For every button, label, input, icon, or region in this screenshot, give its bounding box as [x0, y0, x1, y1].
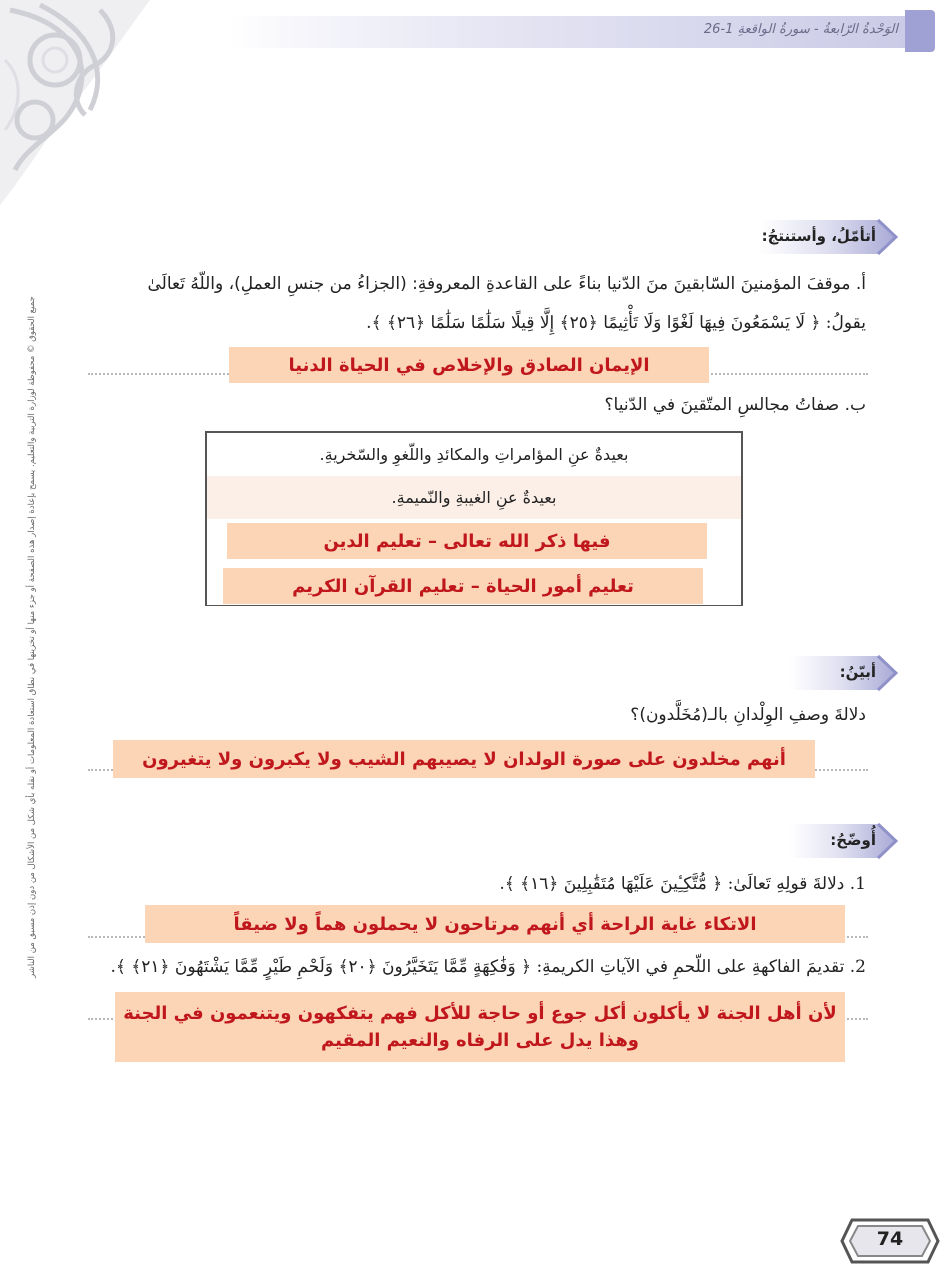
item-1: 1. دلالةَ قولِهِ تَعالَىٰ: ﴿ مُّتَّكِـِٔينَ عَلَيْهَا مُتَقَٰبِلِينَ ﴿١٦﴾ ﴾.	[499, 874, 866, 894]
page-number: 74	[876, 1228, 904, 1250]
section-tag-label: أبيّنُ:	[839, 663, 876, 681]
table-cell: بعيدةٌ عنِ المؤامراتِ والمكائدِ واللّغوِ والسّخريةِ.	[319, 445, 629, 464]
answer-a: الإيمان الصادق والإخلاص في الحياة الدنيا	[229, 347, 709, 383]
table-answer-1: فيها ذكر الله تعالى – تعليم الدين	[227, 523, 707, 559]
answer-2-line2: وهذا يدل على الرفاه والنعيم المقيم	[321, 1030, 639, 1051]
item-a-line2: يقولُ: ﴿ لَا يَسْمَعُونَ فِيهَا لَغْوًا وَلَا تَأْثِيمًا ﴿٢٥﴾ إِلَّا قِيلًا سَلَٰمًا سَلَٰمًا ﴿٢٦﴾ ﴾.	[366, 313, 866, 333]
table-row	[207, 433, 741, 477]
question-wildan: دلالةَ وصفِ الوِلْدانِ بالـ(مُخَلَّدون)؟	[630, 705, 866, 725]
corner-ornament	[0, 0, 150, 205]
section-tag-label: أُوضّحُ:	[830, 831, 876, 849]
item-a-line1: أ. موقفَ المؤمنينَ السّابقينَ منَ الدّنيا بناءً على القاعدةِ المعروفةِ: (الجزاءُ من جنسِ العملِ)، واللّهُ تَعالَىٰ	[147, 274, 866, 294]
item-2: 2. تقديمَ الفاكهةِ على اللّحمِ في الآياتِ الكريمةِ: ﴿ وَفَٰكِهَةٍ مِّمَّا يَتَخَيَّرُونَ ﴿٢٠﴾ وَلَحْمِ طَيْرٍ مِّمَّا يَشْتَهُونَ ﴿٢١﴾ ﴾.	[110, 957, 866, 977]
table-answer-2: تعليم أمور الحياة – تعليم القرآن الكريم	[223, 568, 703, 604]
item-b: ب. صفاتُ مجالسِ المتّقينَ في الدّنيا؟	[604, 395, 866, 415]
section-tag-explain	[790, 654, 898, 692]
section-tag-label: أتأمّلُ، وأستنتجُ:	[761, 227, 876, 245]
answer-2-line1: لأن أهل الجنة لا يأكلون أكل جوع أو حاجة للأكل فهم يتفكهون ويتنعمون في الجنة	[123, 1003, 837, 1024]
header-cap	[905, 10, 935, 52]
answer-2	[115, 992, 845, 1062]
header-unit-title: الوَحْدةُ الرّابعةُ - سورةُ الواقعةِ 1-26	[703, 22, 898, 37]
table-cell: بعيدةٌ عنِ الغيبةِ والنّميمةِ.	[391, 488, 557, 507]
table-row	[207, 476, 741, 520]
section-tag-contemplate	[760, 218, 898, 256]
answer-wildan: أنهم مخلدون على صورة الولدان لا يصيبهم الشيب ولا يكبرون ولا يتغيرون	[113, 740, 815, 778]
answer-1: الاتكاء غاية الراحة أي أنهم مرتاحون لا يحملون هماً ولا ضيقاً	[145, 905, 845, 943]
section-tag-clarify	[790, 822, 898, 860]
copyright-note: جميع الحقوق © محفوظة لوزارة التربية والتعليم. يسمح بإعادة إصدار هذه الصفحة أو جزء منها أو تخزينها في نطاق استعادة المعلومات أو نقله بأي شكل من الأشكال من دون إذن مسبق من الناشر	[27, 296, 37, 978]
